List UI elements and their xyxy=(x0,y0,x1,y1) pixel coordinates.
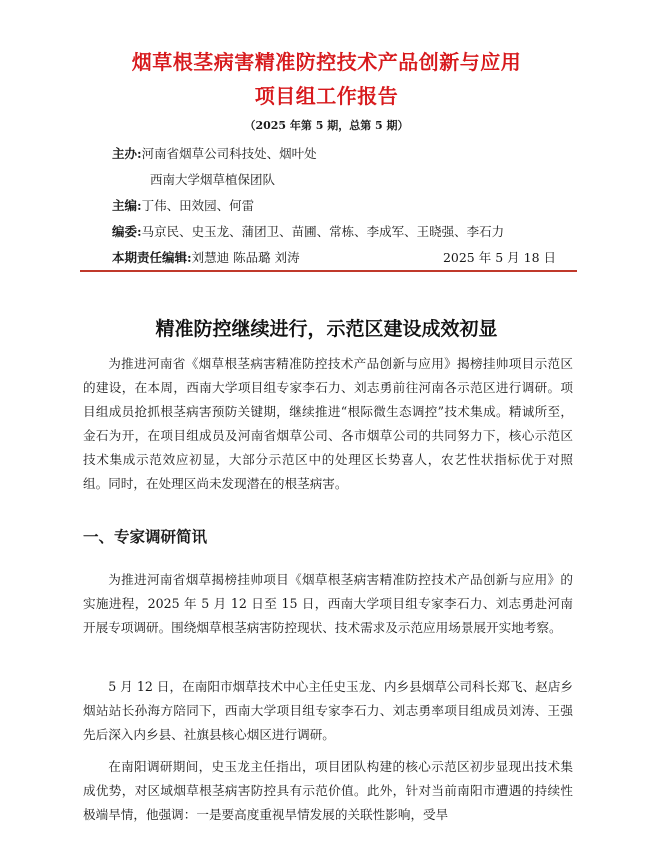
report-title-line2: 项目组工作报告 xyxy=(254,84,399,108)
sponsor-label: 主办: xyxy=(112,146,142,161)
sponsor-value-line1: 河南省烟草公司科技处、烟叶处 xyxy=(141,146,317,161)
editorial-board-row xyxy=(112,222,504,240)
chief-editor-row xyxy=(112,196,254,214)
chief-editor-label: 主编: xyxy=(112,198,142,213)
responsible-editor-label: 本期责任编辑: xyxy=(112,250,192,265)
issue-number: （2025 年第 5 期，总第 5 期） xyxy=(244,119,409,132)
responsible-editor-row xyxy=(112,248,300,266)
intro-paragraph: 为推进河南省《烟草根茎病害精准防控技术产品创新与应用》揭榜挂帅项目示范区的建设，在本周，西南大学项目组专家李石力、刘志勇前往河南各示范区进行调研。项目组成员抢抓根茎病害预防关键期，继续推进“根际微生态调控”技术集成。精诚所至，金石为开，在项目组成员及河南省烟草公司、各市烟草公司的共同努力下，核心示范区技术集成示范效应初显，大部分示范区中的处理区长势喜人，农艺性状指标优于对照组。同时，在处理区尚未发现潜在的根茎病害。 xyxy=(83,356,573,492)
survey-paragraph-2: 5 月 12 日，在南阳市烟草技术中心主任史玉龙、内乡县烟草公司科长郑飞、赵店乡烟站站长孙海方陪同下，西南大学项目组专家李石力、刘志勇率项目组成员刘涛、王强先后深入内乡县、社旗县核心烟区进行调研。 xyxy=(83,679,573,743)
responsible-editor-value: 刘慧迪 陈品璐 刘涛 xyxy=(191,250,300,265)
section-heading-expert-survey: 一、专家调研简讯 xyxy=(83,528,208,546)
editorial-board-label: 编委: xyxy=(112,224,142,239)
survey-paragraph-1: 为推进河南省烟草揭榜挂帅项目《烟草根茎病害精准防控技术产品创新与应用》的实施进程，2025 年 5 月 12 日至 15 日，西南大学项目组专家李石力、刘志勇赴河南开展专项调研。围绕烟草根茎病害防控现状、技术需求及示范应用场景展开实地考察。 xyxy=(83,572,573,636)
sponsor-row-2 xyxy=(150,170,275,188)
chief-editor-value: 丁伟、田效园、何雷 xyxy=(141,198,255,213)
survey-paragraph-3: 在南阳调研期间，史玉龙主任指出，项目团队构建的核心示范区初步显现出技术集成优势，对区域烟草根茎病害防控具有示范价值。此外，针对当前南阳市遭遇的持续性极端旱情，他强调：一是要高度重视旱情发展的关联性影响，受旱 xyxy=(83,759,573,823)
editorial-board-value: 马京民、史玉龙、蒲团卫、苗圃、常栋、李成军、王晓强、李石力 xyxy=(141,224,505,239)
header-divider xyxy=(80,270,577,272)
article-headline: 精准防控继续进行，示范区建设成效初显 xyxy=(155,318,498,340)
sponsor-value-line2: 西南大学烟草植保团队 xyxy=(150,172,276,187)
issue-date: 2025 年 5 月 18 日 xyxy=(442,250,556,265)
sponsor-row xyxy=(112,144,317,162)
report-title-line1: 烟草根茎病害精准防控技术产品创新与应用 xyxy=(131,50,522,74)
